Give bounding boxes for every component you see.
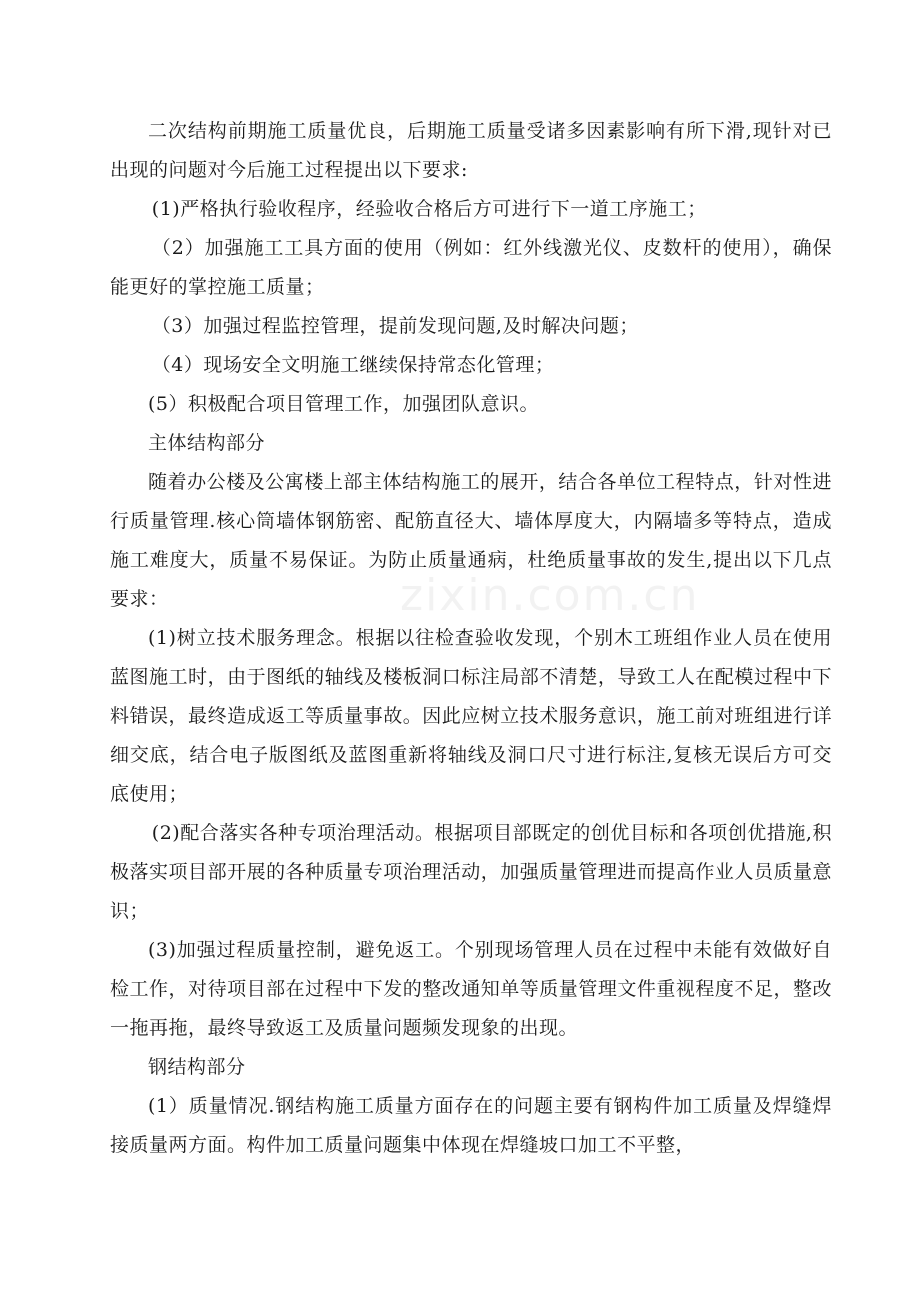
list-item: (1）质量情况.钢结构施工质量方面存在的问题主要有钢构件加工质量及焊缝焊接质量两方面。构件加工质量问题集中体现在焊缝坡口加工不平整， bbox=[110, 1095, 832, 1156]
section-heading: 钢结构部分 bbox=[148, 1056, 246, 1078]
document-body bbox=[110, 112, 832, 1165]
watermark-text: zixin.com.cn bbox=[400, 570, 700, 621]
paragraph: 随着办公楼及公寓楼上部主体结构施工的展开，结合各单位工程特点，针对性进行质量管理.核心筒墙体钢筋密、配筋直径大、墙体厚度大，内隔墙多等特点，造成施工难度大，质量不易保证。为防止质量通病，杜绝质量事故的发生,提出以下几点要求： bbox=[110, 471, 832, 610]
paragraph: 二次结构前期施工质量优良，后期施工质量受诸多因素影响有所下滑,现针对已出现的问题对今后施工过程提出以下要求: bbox=[110, 120, 832, 181]
list-item: (1)树立技术服务理念。根据以往检查验收发现，个别木工班组作业人员在使用蓝图施工时，由于图纸的轴线及楼板洞口标注局部不清楚，导致工人在配模过程中下料错误，最终造成返工等质量事故。因此应树立技术服务意识，施工前对班组进行详细交底，结合电子版图纸及蓝图重新将轴线及洞口尺寸进行标注,复核无误后方可交底使用； bbox=[110, 627, 832, 805]
list-item: （4）现场安全文明施工继续保持常态化管理； bbox=[151, 354, 555, 376]
section-heading: 主体结构部分 bbox=[148, 432, 266, 454]
list-item: (5）积极配合项目管理工作，加强团队意识。 bbox=[148, 393, 540, 415]
list-item: （3）加强过程监控管理，提前发现问题,及时解决问题； bbox=[151, 315, 639, 337]
list-item: (1)严格执行验收程序，经验收合格后方可进行下一道工序施工； bbox=[151, 198, 707, 220]
list-item: (3)加强过程质量控制，避免返工。个别现场管理人员在过程中未能有效做好自检工作，对待项目部在过程中下发的整改通知单等质量管理文件重视程度不足，整改一拖再拖，最终导致返工及质量问题频发现象的出现。 bbox=[110, 939, 832, 1039]
list-item: （2）加强施工工具方面的使用（例如：红外线激光仪、皮数杆的使用），确保能更好的掌控施工质量； bbox=[110, 237, 832, 298]
list-item: (2)配合落实各种专项治理活动。根据项目部既定的创优目标和各项创优措施,积极落实项目部开展的各种质量专项治理活动，加强质量管理进而提高作业人员质量意识； bbox=[110, 822, 832, 922]
